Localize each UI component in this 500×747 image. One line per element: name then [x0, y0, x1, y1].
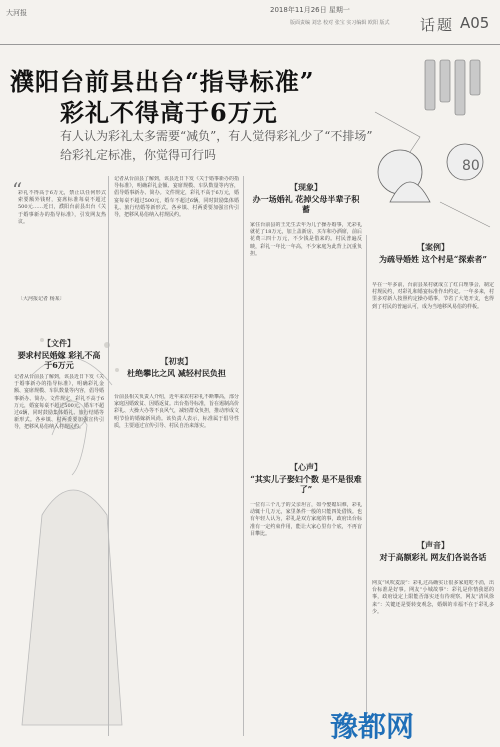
deck-line1: 有人认为彩礼太多需要“减负”，有人觉得彩礼少了“不排场” [60, 129, 373, 143]
quote-mark-icon: “ [12, 178, 23, 202]
section-tag-file: 【文件】 [43, 338, 75, 348]
section-text-opinions: 网友“风吹麦浪”：彩礼过高确实让很多家庭吃不消，出台标准是好事。网友“小城故事”：彩礼是你情我愿的事，政府设定上限能否落实还有待观察。网友“清风徐来”：关键还是要转变观念，婚姻的幸福不在于彩礼多少。 [372, 580, 494, 615]
section-tag-phenomenon: 【现象】 [290, 182, 322, 192]
page-header [0, 0, 500, 50]
headline-line1: 濮阳台前县出台“指导标准” [10, 67, 315, 96]
wedding-illustration [370, 52, 495, 232]
editors-line: 版面责编 刘忠 校对 张宝 实习编辑 欧阳 版式 [290, 20, 390, 26]
deck-line2: 给彩礼定标准，你觉得可行吗 [60, 148, 217, 162]
lead-quote-source: 〔大河报记者 杨某〕 [18, 296, 65, 302]
paper-tag: 大河报 [6, 9, 27, 17]
section-title-phenomenon: 办一场婚礼 花掉父母半辈子积蓄 [252, 194, 360, 214]
headline-line2: 彩礼不得高于6万元 [60, 98, 278, 127]
lead-quote-text: 彩礼不得高于6万元，禁止以任何形式索要额外钱财，宴席标准每桌不超过500元……近日，濮阳台前县出台《关于婚事新办的指导标准》，引发网友热议。 [18, 190, 106, 225]
section-tag-case: 【案例】 [417, 242, 449, 252]
section-text-file-continued: 记者从台前县了解到，该县近日下发《关于婚事新办的指导标准》，明确彩礼金额、宴席规模、车队数量等内容，倡导婚事新办、简办。文件规定，彩礼不高于6万元，婚宴每桌不超过500元，婚车不超过6辆，同时鼓励集体婚礼、旅行结婚等新形式。各乡镇、村两委要加强宣传引导，把移风易俗纳入村规民约。 [114, 176, 239, 219]
column-divider [243, 176, 244, 736]
section-text-phenomenon: 家住台前县的王先生去年为儿子操办婚事，光彩礼就花了18万元，加上盖新房、买车和办酒席，前后花费三四十万元，不少钱是借来的。村民普遍反映，彩礼一年比一年高，不少家庭为此背上沉重负担。 [250, 222, 362, 257]
site-watermark: 豫都网 [330, 710, 415, 743]
page-number: A05 [460, 14, 490, 32]
section-title-voice: “其实儿子娶妇个数 是不是很难了” [250, 474, 362, 494]
section-title-case: 为疏导婚姓 这个村是“探索者” [379, 254, 487, 264]
section-title-file: 要求村民婚嫁 彩礼不高于6万元 [17, 350, 101, 370]
section-text-intent: 台前县相关负责人介绍，近年来农村彩礼不断攀高，部分家庭因婚致贫、因婚返贫。出台指导标准，旨在遏制高价彩礼、大操大办等不良风气，减轻群众负担，推动形成文明节俭的婚嫁新风尚。该负责人表示，标准属于倡导性质，主要通过宣传引导、村民自治来落实。 [114, 394, 239, 429]
issue-date: 2018年11月26日 星期一 [270, 6, 350, 14]
header-rule [0, 44, 500, 45]
column-divider [108, 176, 109, 736]
section-tag-opinions: 【声音】 [417, 540, 449, 550]
section-label: 话题 [420, 16, 455, 34]
section-text-file: 记者从台前县了解到，该县近日下发《关于婚事新办的指导标准》，明确彩礼金额、宴席规模、车队数量等内容，倡导婚事新办、简办。文件规定，彩礼不高于6万元，婚宴每桌不超过500元，婚车不超过6辆，同时鼓励集体婚礼、旅行结婚等新形式。各乡镇、村两委要加强宣传引导，把移风易俗纳入村规民约。 [14, 374, 104, 431]
section-title-intent: 杜绝攀比之风 减轻村民负担 [127, 368, 226, 378]
svg-text:80: 80 [462, 158, 480, 174]
section-title-opinions: 对于高额彩礼 网友们各说各话 [379, 552, 487, 562]
section-tag-intent: 【初衷】 [160, 356, 193, 366]
column-divider [366, 235, 367, 735]
section-text-case: 早在一年多前，台前县某村就成立了红白理事会，制定村规民约，对彩礼和婚宴标准作出约定。一年多来，村里多对新人按照约定操办婚事，节省了大笔开支，也得到了村民的普遍认可，成为当地移风易俗的样板。 [372, 282, 494, 310]
section-text-voice: 一位有三个儿子的父亲坦言，如今娶媳妇难，彩礼动辄十几万元，家里条件一般的只能四处借钱。也有年轻人认为，彩礼是双方家庭的事，政府出台标准有一定约束作用，能让大家心里有个底，不再盲目攀比。 [250, 502, 362, 537]
section-tag-voice: 【心声】 [290, 462, 322, 472]
